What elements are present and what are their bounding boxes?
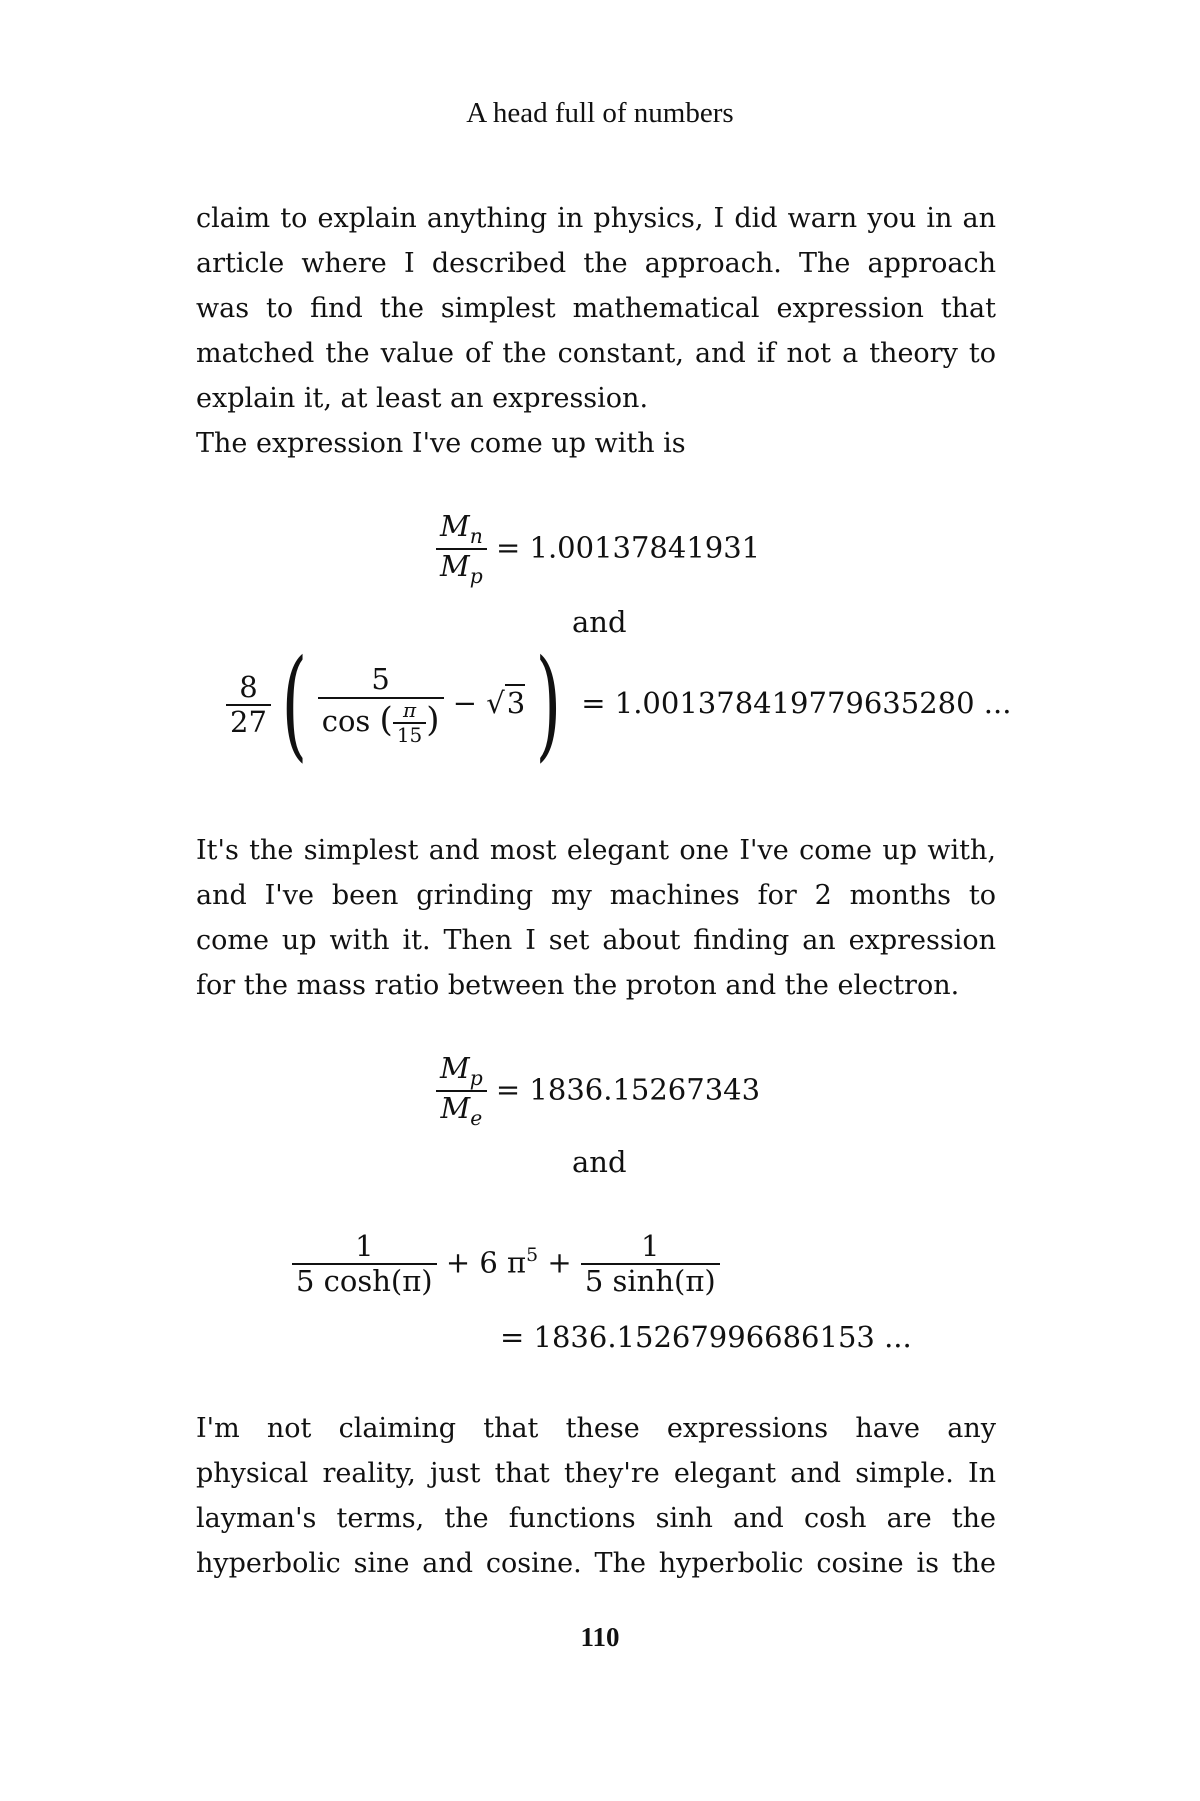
text-line: and I've been grinding my machines for 2 months to — [196, 880, 996, 911]
equation-hyperbolic-expression — [292, 1230, 720, 1299]
subscript: p — [469, 1066, 483, 1091]
text-line: for the mass ratio between the proton and the electron. — [196, 970, 960, 1001]
numerator: 5 — [371, 662, 390, 697]
denominator: cos ( $\frac{\pi}{15}$ ) — [321, 697, 440, 747]
equation-neutron-proton-ratio — [436, 510, 760, 589]
text-line: I'm not claiming that these expressions have any — [196, 1413, 996, 1444]
left-paren: ( — [281, 635, 308, 774]
symbol: M — [440, 1091, 471, 1126]
text-line: claim to explain anything in physics, I did warn you in an — [196, 203, 996, 234]
symbol: M — [440, 1051, 470, 1085]
symbol: M — [440, 549, 470, 584]
fraction — [226, 671, 271, 740]
text-line: matched the value of the constant, and if not a theory to — [196, 338, 996, 369]
and-word: and — [572, 1145, 627, 1179]
paragraph-2: The expression I've come up with is — [196, 428, 686, 459]
right-paren: ) — [535, 635, 562, 774]
cos-label: cos — [321, 703, 371, 738]
fraction — [436, 1052, 487, 1131]
exponent: 5 — [526, 1245, 539, 1267]
text-line: come up with it. Then I set about finding an expression — [196, 925, 996, 956]
text-line: layman's terms, the functions sinh and cosh are the — [196, 1503, 996, 1534]
fraction — [292, 1230, 437, 1299]
denominator: 5 sinh(π) — [584, 1264, 716, 1299]
subscript: n — [469, 524, 483, 549]
fraction — [581, 1230, 720, 1299]
numerator: π — [402, 697, 417, 722]
numerator: 1 — [355, 1229, 374, 1263]
fraction — [318, 663, 444, 746]
equation-rhs: = 1836.15267343 — [495, 1072, 761, 1107]
numerator: 1 — [641, 1229, 660, 1263]
fraction — [393, 699, 426, 747]
fraction — [436, 510, 487, 589]
equation-hyperbolic-rhs: = 1836.15267996686153 ... — [500, 1320, 912, 1354]
equation-proton-electron-ratio — [436, 1052, 760, 1131]
text-line: article where I described the approach. The approach — [196, 248, 996, 279]
equation-cosine-expression — [226, 635, 1012, 774]
symbol: M — [440, 509, 470, 543]
running-head: A head full of numbers — [466, 97, 734, 129]
page-number: 110 — [580, 1622, 620, 1652]
subscript: p — [469, 564, 483, 589]
denominator: 27 — [230, 705, 267, 739]
and-word: and — [572, 605, 627, 639]
paragraph-1 — [196, 196, 996, 421]
text-line: physical reality, just that they're elegant and simple. In — [196, 1458, 996, 1489]
equation-rhs: = 1.001378419779635280 ... — [581, 686, 1012, 720]
text-line: explain it, at least an expression. — [196, 383, 649, 414]
numerator: 8 — [239, 669, 258, 704]
minus-sqrt: − √ — [452, 686, 505, 720]
middle-term: + 6 π — [445, 1245, 527, 1280]
text-line: It's the simplest and most elegant one I've come up with, — [196, 835, 996, 866]
radicand: 3 — [506, 686, 526, 720]
text-line: hyperbolic sine and cosine. The hyperbolic cosine is the — [196, 1548, 996, 1579]
subscript: e — [470, 1106, 483, 1131]
denominator: 15 — [396, 722, 423, 747]
equation-rhs: = 1.00137841931 — [495, 530, 761, 565]
plus-sign: + — [547, 1245, 572, 1280]
denominator: 5 cosh(π) — [296, 1264, 433, 1299]
paragraph-4 — [196, 1406, 996, 1586]
text-line: was to find the simplest mathematical expression that — [196, 293, 996, 324]
paragraph-3 — [196, 828, 996, 1008]
